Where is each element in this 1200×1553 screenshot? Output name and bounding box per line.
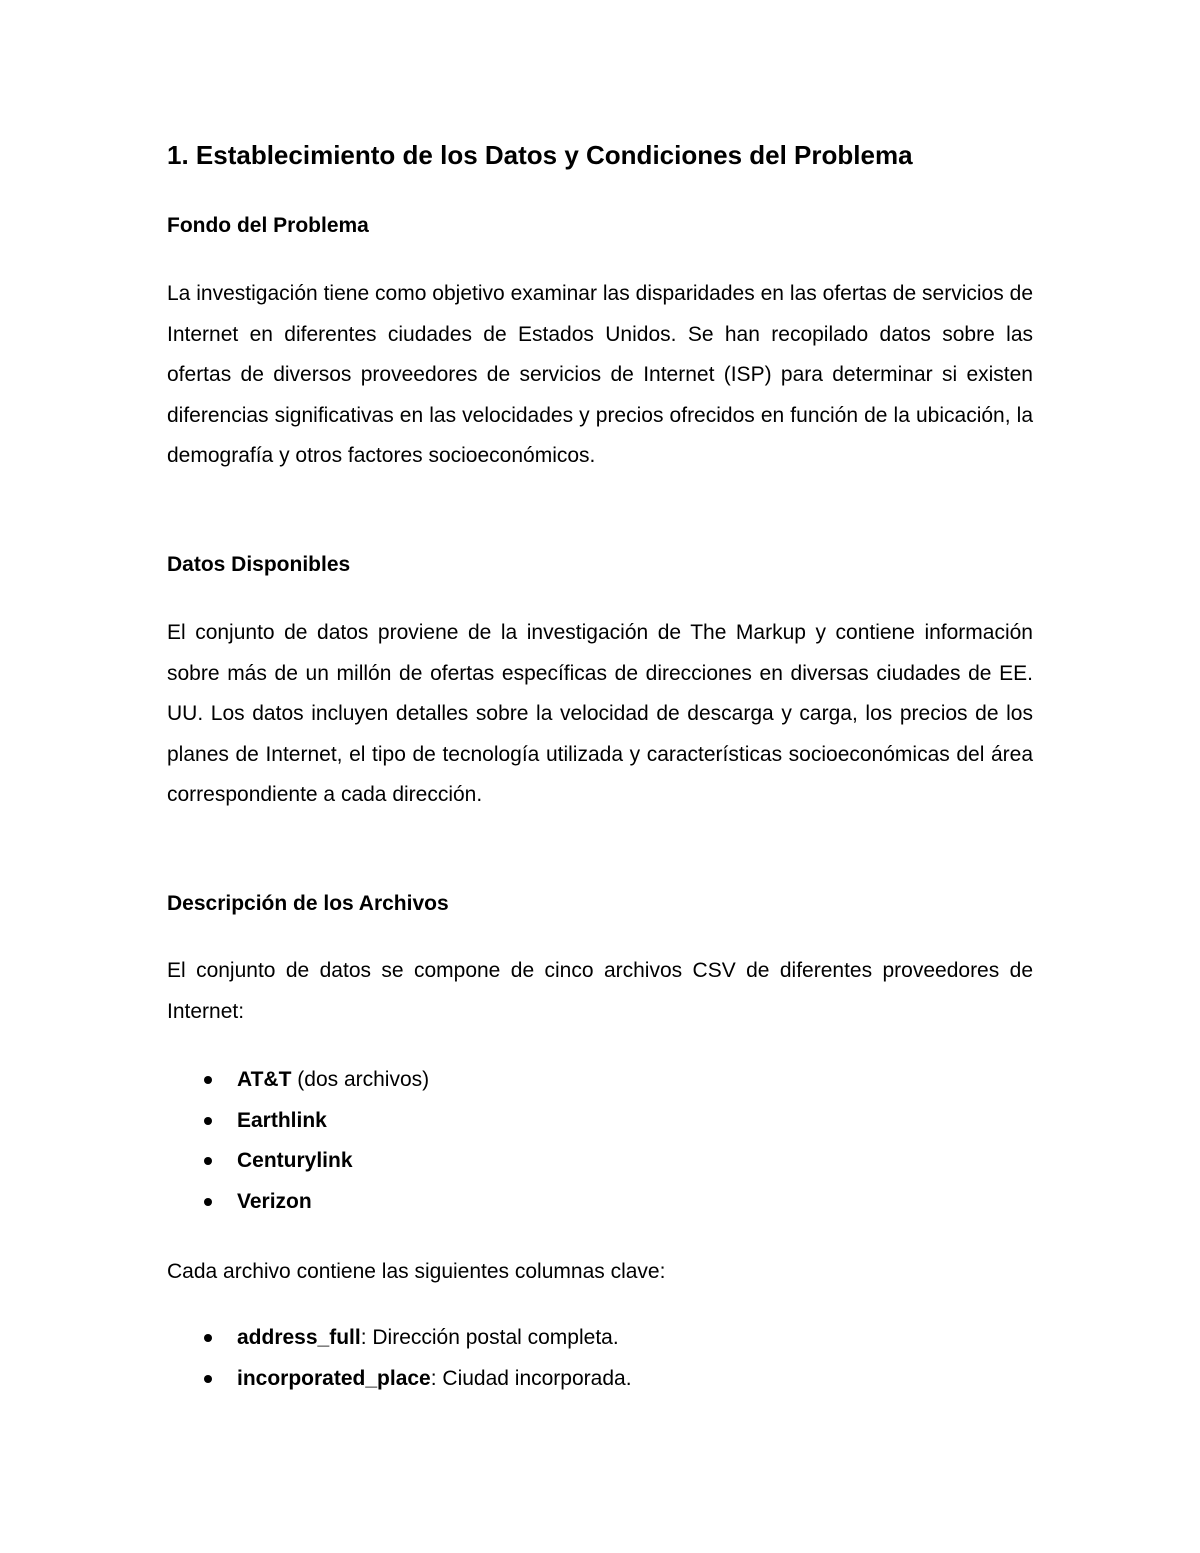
column-name: address_full [237, 1326, 361, 1349]
columns-list [167, 1318, 1033, 1399]
paragraph-datos-disponibles: El conjunto de datos proviene de la investigación de The Markup y contiene información sobre más de un millón de ofertas específicas de direcciones en diversas ciudades de EE. UU. Los datos incluyen detalles sobre la velocidad de descarga y carga, los precios de los planes de Internet, el tipo de tecnología utilizada y características socioeconómicas del área correspondiente a cada dirección. [167, 621, 1033, 807]
document-title: 1. Establecimiento de los Datos y Condiciones del Problema [167, 140, 913, 170]
bullet-icon [204, 1334, 212, 1342]
bullet-icon [204, 1117, 212, 1125]
column-name: incorporated_place [237, 1366, 431, 1390]
paragraph-columns-intro: Cada archivo contiene las siguientes columnas clave: [167, 1260, 666, 1283]
list-item [167, 1141, 1033, 1182]
list-item [167, 1101, 1033, 1142]
paragraph-descripcion-archivos: El conjunto de datos se compone de cinco archivos CSV de diferentes proveedores de Internet: [167, 959, 1033, 1023]
bullet-icon [204, 1375, 212, 1383]
provider-name: Earthlink [237, 1108, 327, 1132]
list-item [167, 1318, 1033, 1359]
bullet-icon [204, 1157, 212, 1165]
column-description: : Dirección postal completa. [360, 1326, 619, 1349]
column-description: : Ciudad incorporada. [430, 1366, 632, 1390]
provider-list [167, 1060, 1033, 1222]
bullet-icon [204, 1198, 212, 1206]
bullet-icon [204, 1076, 212, 1084]
provider-name: AT&T [237, 1068, 292, 1091]
list-item [167, 1182, 1033, 1223]
heading-fondo-del-problema: Fondo del Problema [167, 214, 369, 237]
provider-name: Verizon [237, 1189, 312, 1213]
list-item [167, 1060, 1033, 1101]
list-item [167, 1359, 1033, 1400]
provider-note: (dos archivos) [291, 1068, 430, 1091]
paragraph-fondo-del-problema: La investigación tiene como objetivo examinar las disparidades en las ofertas de servicios de Internet en diferentes ciudades de Estados Unidos. Se han recopilado datos sobre las ofertas de diversos proveedores de servicios de Internet (ISP) para determinar si existen diferencias significativas en las velocidades y precios ofrecidos en función de la ubicación, la demografía y otros factores socioeconómicos. [167, 282, 1033, 468]
heading-descripcion-archivos: Descripción de los Archivos [167, 892, 449, 915]
heading-datos-disponibles: Datos Disponibles [167, 553, 351, 576]
provider-name: Centurylink [237, 1149, 353, 1173]
